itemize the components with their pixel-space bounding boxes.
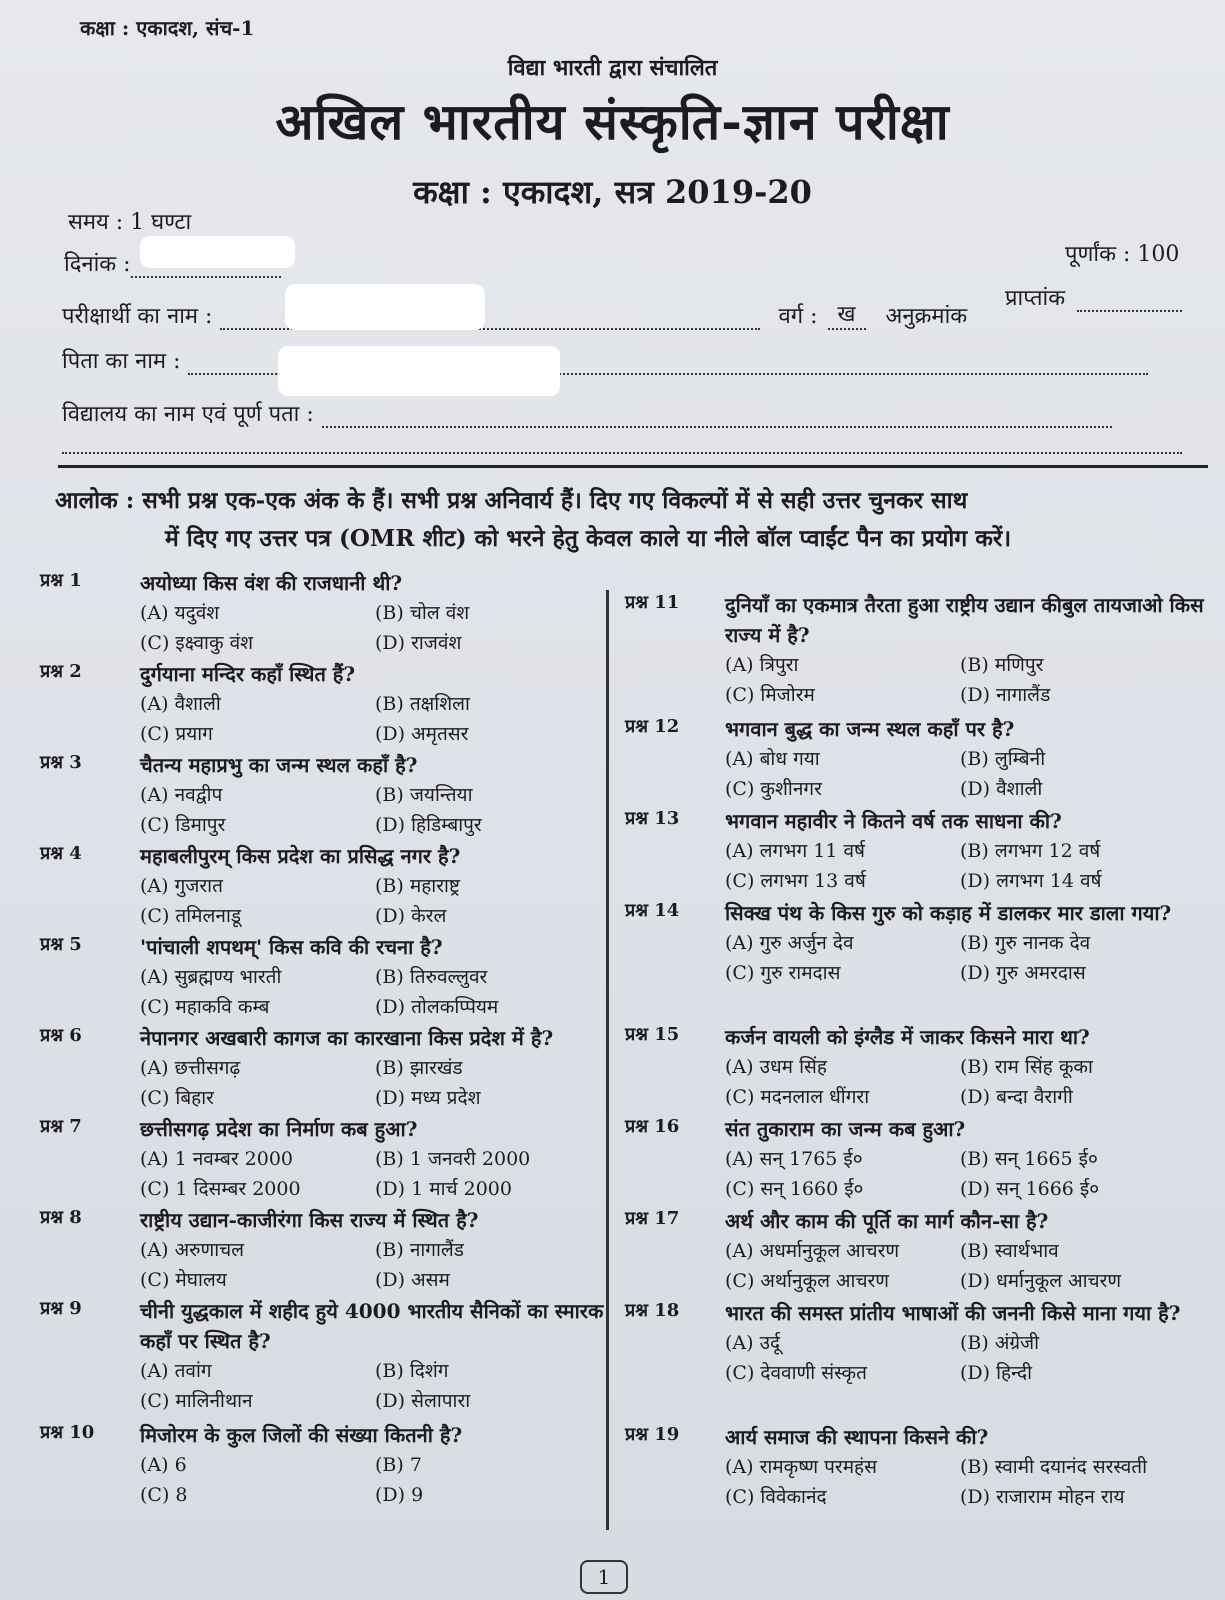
option-b: (B) दिशंग xyxy=(375,1360,449,1382)
option-b: (B) मणिपुर xyxy=(960,654,1044,676)
option-a: (A) सन् 1765 ई० xyxy=(725,1148,863,1170)
set-label: कक्षा : एकादश, संच-1 xyxy=(80,16,255,40)
question-number: प्रश्न 19 xyxy=(625,1424,680,1445)
option-c: (C) प्रयाग xyxy=(140,723,213,745)
options xyxy=(725,1052,1215,1112)
question-item xyxy=(625,1298,1215,1422)
question-item xyxy=(40,568,620,659)
option-c: (C) देववाणी संस्कृत xyxy=(725,1362,867,1384)
question-text: अयोध्या किस वंश की राजधानी थी? xyxy=(140,571,403,595)
column-divider xyxy=(606,590,609,1530)
question-item xyxy=(40,1296,620,1420)
obtained-marks-field xyxy=(1077,286,1182,312)
option-a: (A) रामकृष्ण परमहंस xyxy=(725,1456,877,1478)
father-row xyxy=(62,345,1148,375)
option-d: (D) हिडिम्बापुर xyxy=(375,814,482,836)
option-c: (C) बिहार xyxy=(140,1087,214,1109)
option-b: (B) लुम्बिनी xyxy=(960,748,1046,770)
question-number: प्रश्न 7 xyxy=(40,1116,82,1137)
question-item xyxy=(625,1206,1215,1298)
instructions-line-1: आलोक : सभी प्रश्न एक-एक अंक के हैं। सभी प्रश्न अनिवार्य हैं। दिए गए विकल्पों में से सही उत्तर चुनकर साथ xyxy=(55,487,968,514)
option-c: (C) मिजोरम xyxy=(725,684,815,706)
question-number: प्रश्न 6 xyxy=(40,1025,82,1046)
option-d: (D) तोलकप्पियम xyxy=(375,996,499,1018)
option-d: (D) बन्दा वैरागी xyxy=(960,1086,1073,1108)
option-d: (D) मध्य प्रदेश xyxy=(375,1087,481,1109)
question-number: प्रश्न 3 xyxy=(40,752,82,773)
total-marks: पूर्णांक : 100 xyxy=(1065,242,1180,267)
section-label: वर्ग : xyxy=(778,304,818,329)
option-c: (C) मदनलाल धींगरा xyxy=(725,1086,870,1108)
option-c: (C) कुशीनगर xyxy=(725,778,822,800)
redaction-mark xyxy=(278,346,560,396)
question-item xyxy=(40,932,620,1023)
option-d: (D) केरल xyxy=(375,905,447,927)
school-row xyxy=(62,398,1112,428)
option-a: (A) छत्तीसगढ़ xyxy=(140,1057,241,1079)
candidate-name-label: परीक्षार्थी का नाम : xyxy=(62,304,213,329)
option-a: (A) सुब्रह्मण्य भारती xyxy=(140,966,282,988)
option-d: (D) असम xyxy=(375,1269,450,1291)
option-a: (A) 1 नवम्बर 2000 xyxy=(140,1148,294,1170)
question-item xyxy=(625,714,1215,806)
question-text: भगवान महावीर ने कितने वर्ष तक साधना की? xyxy=(725,809,1062,833)
options xyxy=(140,1144,620,1204)
option-b: (B) झारखंड xyxy=(375,1057,463,1079)
option-b: (B) स्वार्थभाव xyxy=(960,1240,1059,1262)
question-text: दुर्गयाना मन्दिर कहाँ स्थित हैं? xyxy=(140,662,356,686)
question-item xyxy=(40,1420,620,1511)
question-item xyxy=(625,806,1215,898)
options xyxy=(725,1452,1215,1512)
father-name-label: पिता का नाम : xyxy=(62,349,181,374)
option-a: (A) गुजरात xyxy=(140,875,223,897)
options xyxy=(140,1450,620,1510)
option-c: (C) इक्ष्वाकु वंश xyxy=(140,632,254,654)
question-number: प्रश्न 13 xyxy=(625,808,680,829)
question-number: प्रश्न 12 xyxy=(625,716,680,737)
school-row-2 xyxy=(62,428,1182,454)
option-b: (B) तिरुवल्लुवर xyxy=(375,966,488,988)
question-number: प्रश्न 10 xyxy=(40,1422,95,1443)
options xyxy=(725,836,1215,896)
question-text: भगवान बुद्ध का जन्म स्थल कहाँ पर है? xyxy=(725,717,1015,741)
options xyxy=(140,871,620,931)
option-d: (D) गुरु अमरदास xyxy=(960,962,1086,984)
question-number: प्रश्न 5 xyxy=(40,934,82,955)
option-d: (D) राजाराम मोहन राय xyxy=(960,1486,1125,1508)
option-b: (B) महाराष्ट्र xyxy=(375,875,460,897)
option-a: (A) बोध गया xyxy=(725,748,820,770)
question-number: प्रश्न 18 xyxy=(625,1300,680,1321)
date-label: दिनांक : xyxy=(64,252,131,277)
redaction-mark xyxy=(140,236,295,268)
option-c: (C) महाकवि कम्ब xyxy=(140,996,270,1018)
question-text: चैतन्य महाप्रभु का जन्म स्थल कहाँ है? xyxy=(140,753,418,777)
option-a: (A) गुरु अर्जुन देव xyxy=(725,932,854,954)
option-a: (A) यदुवंश xyxy=(140,602,220,624)
question-number: प्रश्न 11 xyxy=(625,592,680,613)
option-d: (D) सन् 1666 ई० xyxy=(960,1178,1100,1200)
option-b: (B) चोल वंश xyxy=(375,602,470,624)
question-text: छत्तीसगढ़ प्रदेश का निर्माण कब हुआ? xyxy=(140,1117,418,1141)
options xyxy=(725,1236,1215,1296)
instructions-note xyxy=(55,482,1215,558)
question-text: राष्ट्रीय उद्यान-काजीरंगा किस राज्य में स्थित है? xyxy=(140,1208,479,1232)
question-item xyxy=(40,1205,620,1296)
question-number: प्रश्न 4 xyxy=(40,843,82,864)
option-a: (A) अरुणाचल xyxy=(140,1239,245,1261)
question-number: प्रश्न 14 xyxy=(625,900,680,921)
question-number: प्रश्न 1 xyxy=(40,570,82,591)
option-d: (D) नागालैंड xyxy=(960,684,1051,706)
options xyxy=(140,1356,620,1416)
school-address-field xyxy=(322,402,1112,428)
question-text: मिजोरम के कुल जिलों की संख्या कितनी है? xyxy=(140,1423,463,1447)
section-value: ख xyxy=(828,298,866,330)
option-d: (D) लगभग 14 वर्ष xyxy=(960,870,1102,892)
options xyxy=(725,744,1215,804)
question-number: प्रश्न 17 xyxy=(625,1208,680,1229)
options xyxy=(140,1053,620,1113)
option-b: (B) सन् 1665 ई० xyxy=(960,1148,1098,1170)
option-b: (B) लगभग 12 वर्ष xyxy=(960,840,1101,862)
option-c: (C) सन् 1660 ई० xyxy=(725,1178,864,1200)
option-b: (B) तक्षशिला xyxy=(375,693,470,715)
question-item xyxy=(40,1114,620,1205)
time-label: समय : 1 घण्टा xyxy=(68,210,192,235)
option-b: (B) स्वामी दयानंद सरस्वती xyxy=(960,1456,1148,1478)
class-session-line: कक्षा : एकादश, सत्र 2019-20 xyxy=(413,173,812,211)
obtained-marks-label: प्राप्तांक xyxy=(1005,286,1066,311)
option-d: (D) सेलापारा xyxy=(375,1390,471,1412)
time-row xyxy=(68,206,191,236)
options xyxy=(140,1235,620,1295)
options xyxy=(725,1144,1215,1204)
question-item xyxy=(40,841,620,932)
option-c: (C) विवेकानंद xyxy=(725,1486,827,1508)
question-item xyxy=(625,1422,1215,1514)
option-d: (D) राजवंश xyxy=(375,632,462,654)
question-number: प्रश्न 9 xyxy=(40,1298,82,1319)
roll-number-label: अनुक्रमांक xyxy=(885,304,968,329)
option-a: (A) तवांग xyxy=(140,1360,212,1382)
question-number: प्रश्न 16 xyxy=(625,1116,680,1137)
header-rule xyxy=(58,465,1208,468)
organizer-subtitle: विद्या भारती द्वारा संचालित xyxy=(507,55,718,81)
option-a: (A) नवद्वीप xyxy=(140,784,223,806)
question-column-left xyxy=(40,568,620,1511)
option-a: (A) उधम सिंह xyxy=(725,1056,827,1078)
option-c: (C) लगभग 13 वर्ष xyxy=(725,870,866,892)
options xyxy=(725,1328,1215,1388)
options xyxy=(140,598,620,658)
option-c: (C) 1 दिसम्बर 2000 xyxy=(140,1178,301,1200)
question-item xyxy=(40,1023,620,1114)
option-a: (A) त्रिपुरा xyxy=(725,654,799,676)
question-text: भारत की समस्त प्रांतीय भाषाओं की जननी किसे माना गया है? xyxy=(725,1301,1181,1325)
obtained-marks-row xyxy=(1005,282,1182,312)
question-text: दुनियाँ का एकमात्र तैरता हुआ राष्ट्रीय उद्यान कीबुल तायजाओ किस राज्य में है? xyxy=(725,593,1204,647)
page-number: 1 xyxy=(580,1560,628,1594)
school-address-field-2 xyxy=(62,428,1182,454)
option-a: (A) उर्दू xyxy=(725,1332,781,1354)
option-d: (D) धर्मानुकूल आचरण xyxy=(960,1270,1122,1292)
options xyxy=(725,650,1215,710)
option-b: (B) 1 जनवरी 2000 xyxy=(375,1148,531,1170)
option-c: (C) तमिलनाडू xyxy=(140,905,242,927)
option-a: (A) वैशाली xyxy=(140,693,221,715)
option-b: (B) अंग्रेजी xyxy=(960,1332,1040,1354)
question-text: महाबलीपुरम् किस प्रदेश का प्रसिद्ध नगर है? xyxy=(140,844,461,868)
option-d: (D) हिन्दी xyxy=(960,1362,1032,1384)
question-column-right xyxy=(625,590,1215,1514)
question-text: सिक्ख पंथ के किस गुरु को कड़ाह में डालकर मार डाला गया? xyxy=(725,901,1172,925)
option-a: (A) 6 xyxy=(140,1454,187,1476)
redaction-mark xyxy=(285,284,485,330)
question-number: प्रश्न 8 xyxy=(40,1207,82,1228)
question-item xyxy=(40,659,620,750)
option-b: (B) नागालैंड xyxy=(375,1239,464,1261)
question-text: संत तुकाराम का जन्म कब हुआ? xyxy=(725,1117,966,1141)
option-c: (C) 8 xyxy=(140,1484,188,1506)
question-text: कर्जन वायली को इंग्लैड में जाकर किसने मारा था? xyxy=(725,1025,1090,1049)
option-d: (D) अमृतसर xyxy=(375,723,469,745)
candidate-row xyxy=(62,298,967,330)
options xyxy=(140,689,620,749)
option-b: (B) जयन्तिया xyxy=(375,784,473,806)
question-text: 'पांचाली शपथम्' किस कवि की रचना है? xyxy=(140,935,443,959)
school-address-label: विद्यालय का नाम एवं पूर्ण पता : xyxy=(62,402,314,427)
option-a: (A) लगभग 11 वर्ष xyxy=(725,840,866,862)
question-item xyxy=(40,750,620,841)
option-c: (C) मालिनीथान xyxy=(140,1390,253,1412)
option-c: (C) अर्थानुकूल आचरण xyxy=(725,1270,890,1292)
option-a: (A) अधर्मानुकूल आचरण xyxy=(725,1240,900,1262)
question-text: चीनी युद्धकाल में शहीद हुये 4000 भारतीय सैनिकों का स्मारक कहाँ पर स्थित है? xyxy=(140,1299,604,1353)
option-c: (C) गुरु रामदास xyxy=(725,962,841,984)
exam-title: अखिल भारतीय संस्कृति-ज्ञान परीक्षा xyxy=(275,92,950,151)
option-b: (B) गुरु नानक देव xyxy=(960,932,1091,954)
options xyxy=(140,780,620,840)
instructions-line-2: में दिए गए उत्तर पत्र (OMR शीट) को भरने हेतु केवल काले या नीले बॉल प्वाईंट पैन का प्रयोग करें। xyxy=(165,525,1012,552)
question-text: अर्थ और काम की पूर्ति का मार्ग कौन-सा है? xyxy=(725,1209,1049,1233)
total-marks-row xyxy=(1065,238,1179,268)
options xyxy=(725,928,1215,988)
option-d: (D) 9 xyxy=(375,1484,424,1506)
option-b: (B) राम सिंह कूका xyxy=(960,1056,1093,1078)
question-item xyxy=(625,1022,1215,1114)
question-number: प्रश्न 15 xyxy=(625,1024,680,1045)
question-item xyxy=(625,1114,1215,1206)
option-d: (D) 1 मार्च 2000 xyxy=(375,1178,512,1200)
question-text: आर्य समाज की स्थापना किसने की? xyxy=(725,1425,989,1449)
option-d: (D) वैशाली xyxy=(960,778,1043,800)
question-text: नेपानगर अखबारी कागज का कारखाना किस प्रदेश में है? xyxy=(140,1026,554,1050)
option-c: (C) मेघालय xyxy=(140,1269,227,1291)
option-c: (C) डिमापुर xyxy=(140,814,226,836)
question-item xyxy=(625,898,1215,1022)
question-number: प्रश्न 2 xyxy=(40,661,82,682)
question-item xyxy=(625,590,1215,714)
option-b: (B) 7 xyxy=(375,1454,422,1476)
options xyxy=(140,962,620,1022)
